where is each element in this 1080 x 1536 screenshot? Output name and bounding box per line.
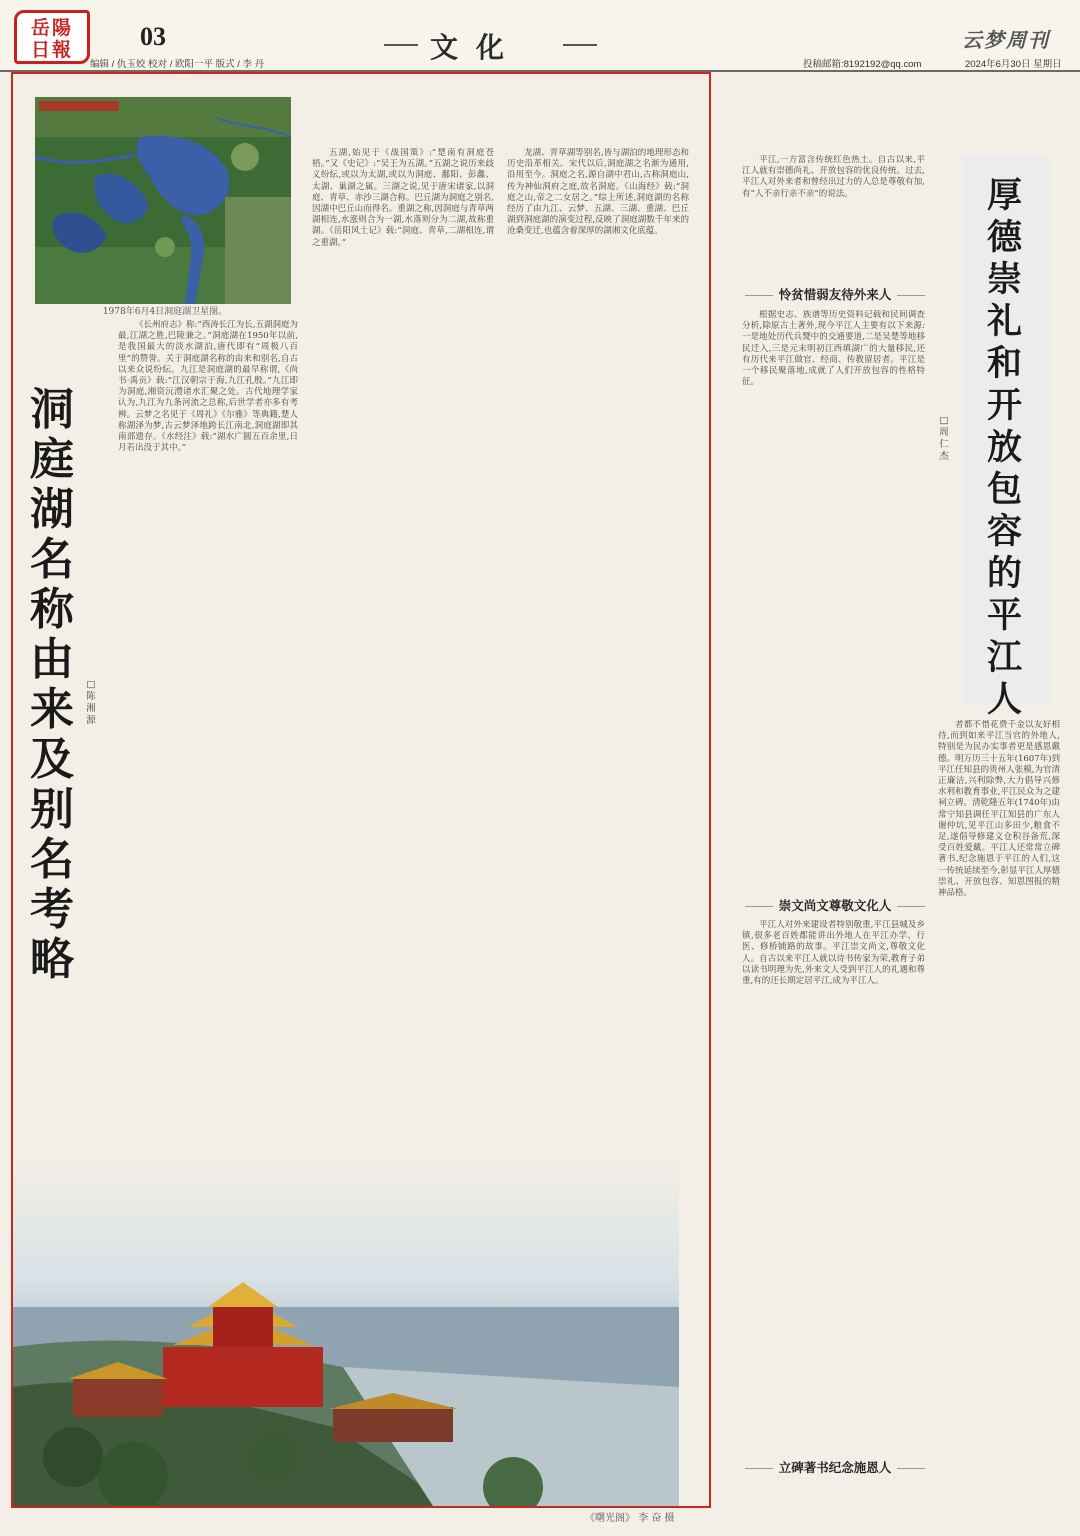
supplement-name: 云梦周刊	[962, 28, 1050, 52]
section-subheading: 立碑著书纪念施恩人	[725, 1458, 945, 1476]
newspaper-logo[interactable]	[14, 10, 90, 64]
paragraph: 龙湖、青草湖等别名,皆与湖泊的地理形态和历史沿革相关。宋代以后,洞庭湖之名渐为通用,沿用至今。洞庭之名,源自湖中君山,古称洞庭山,传为神仙洞府之庭,故名洞庭。《山海经》载:“洞庭之山,帝之二女居之。”综上所述,洞庭湖的名称经历了由九江、云梦、五湖、三湖、重湖、巴丘湖到洞庭湖的演变过程,反映了洞庭湖数千年来的沧桑变迁,也蕴含着深厚的湖湘文化底蕴。	[507, 148, 689, 237]
article-column	[938, 720, 1060, 1510]
article-byline: □陈湘源	[86, 679, 96, 726]
satellite-map-graphic	[35, 97, 291, 304]
article-column	[118, 320, 298, 1150]
article-column	[507, 148, 689, 1148]
divider	[563, 44, 597, 46]
issue-date: 2024年6月30日 星期日	[965, 59, 1062, 70]
divider	[384, 44, 418, 46]
section-subheading: 怜贫惜弱友待外来人	[725, 285, 945, 303]
paragraph: 《长州府志》称:“西涛长江为长,五湖洞庭为最,江湖之胜,巴陵兼之。”洞庭湖在1950年以前,是我国最大的淡水湖泊,唐代即有“周极八百里”的赞誉。关于洞庭湖名称的由来和别名,自古以来众说纷纭。九江是洞庭湖的最早称谓,《尚书·禹贡》载:“江汉朝宗于海,九江孔殷。”九江即为洞庭,湘资沅澧诸水汇聚之处。古代地理学家认为,九江为九条河流之总称,后世学者亦多有考辨。云梦之名见于《周礼》《尔雅》等典籍,楚人称湖泽为梦,古云梦泽地跨长江南北,洞庭湖即其南部遗存。《水经注》载:“湖水广圆五百余里,日月若出没于其中。”	[118, 320, 298, 454]
photo-credit: 《曙光阁》 李 奋 摄	[585, 1513, 675, 1524]
editor-credits: 编辑 / 仇玉姣 校对 / 欧阳一平 版式 / 李 丹	[90, 59, 265, 70]
section-title: 文化	[430, 31, 523, 64]
paragraph: 平江,一方富含传统红色热土。自古以来,平江人就有崇德尚礼、开放包容的优良传统。过去,平江人对外来者和曾经出过力的人总是尊敬有加,有“人不亲行亲不亲”的说法。	[742, 155, 925, 199]
submission-email[interactable]: 投稿邮箱:8192192@qq.com	[803, 59, 922, 70]
satellite-image[interactable]	[35, 97, 291, 304]
article-title[interactable]: 厚德崇礼和开放包容的平江人	[962, 155, 1050, 705]
section-subheading: 崇文尚文尊敬文化人	[725, 896, 945, 914]
logo-line-2: 日報	[30, 39, 73, 61]
article-byline: □周仁杰	[939, 415, 949, 462]
paragraph: 五湖,始见于《战国策》:“楚南有洞庭苍梧。”又《史记》:“吴王为五湖。”五湖之说历来歧义纷纭,或以为太湖,或以为洞庭、鄱阳、彭蠡、太湖、巢湖之属。三湖之说,见于唐宋诸家,以洞庭、青草、赤沙三湖合称。巴丘湖为洞庭之别名,因湖中巴丘山而得名。重湖之称,因洞庭与青草两湖相连,水涨则合为一湖,水落则分为二湖,故称重湖。《岳阳风土记》载:“洞庭、青草,二湖相连,谓之重湖。”	[312, 148, 494, 248]
article-title[interactable]: 洞庭湖名称由来及别名考略	[30, 384, 74, 985]
paragraph: 平江人对外来建设者特别敬重,平江县城及乡镇,很多老百姓都能讲出外地人在平江办学、行医、修桥铺路的故事。平江崇文尚文,尊敬文化人。自古以来平江人就以诗书传家为荣,教育子弟以读书明理为先,外来文人受到平江人的礼遇和尊重,有的还长期定居平江,成为平江人。	[742, 920, 925, 987]
page-number: 03	[140, 22, 166, 51]
page-header	[0, 0, 1080, 70]
article-column	[312, 148, 494, 1148]
paragraph: 者都不惜花费千金以友好相待,而到如来平江当官的外地人,特别是为民办实事者更是感恩戴德。明万历三十五年(1607年)到平江任知县的贵州人张模,为官清正廉洁,兴利除弊,大力倡导兴修水利和教育事业,平江民众为之建祠立碑。清乾隆五年(1740年)由常宁知县调任平江知县的广东人谢仲坑,见平江山多田少,粮食不足,遂倡导修建义仓积谷备荒,深受百姓爱戴。平江人还常常立碑著书,纪念施恩于平江的人们,这一传统延续至今,彰显平江人厚德崇礼、开放包容、知恩图报的精神品格。	[938, 720, 1060, 899]
article-column	[742, 920, 925, 1445]
image-caption: 1978年6月4日洞庭湖卫星图。	[102, 307, 228, 317]
article-column	[742, 310, 925, 880]
pavilion-photo[interactable]	[13, 1157, 679, 1506]
logo-line-1: 岳陽	[30, 17, 73, 39]
paragraph: 根据史志、族谱等历史资料记载和民间调查分析,除原古土著外,现今平江人主要有以下来源:一是地处历代兵燹中的交通要道,二是吴楚等地移民迁入,三是元末明初江西填湖广的大量移民,还有历代来平江做官、经商、传教留居者。平江是一个移民聚落地,成就了人们开放包容的性格特征。	[742, 310, 925, 388]
article-column	[742, 155, 925, 273]
pavilion-photo-graphic	[13, 1157, 679, 1506]
